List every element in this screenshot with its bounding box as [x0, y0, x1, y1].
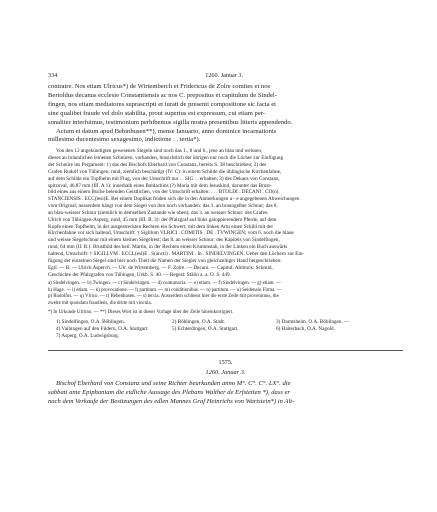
- running-title: 1260. Januar 3.: [205, 72, 244, 79]
- variant-notes: [48, 281, 403, 307]
- commentary-line: Kopfe einen Topfhelm, in der ausgestreckten Rechten ein Schwert, mit dem linken Arm einen Schild mit der: [48, 223, 274, 230]
- place-note-row: [56, 333, 403, 340]
- summary-line: sabbati ante Epiphaniam die eidliche Aussage des Plebans Walther de Erfstetten *), dass er: [48, 388, 291, 396]
- place-note: 7) Asperg, O.A. Ludwigsburg.: [56, 333, 120, 340]
- charter-text: [48, 83, 403, 145]
- commentary-line: Egil. — B. — Ulrich Asperch. — Ulr. de Wirtemberg. — F. Zolre. — Decani. — Capitul. Abdruck: Schmid,: [48, 264, 273, 271]
- variant-note-line: zweite mit quondam fraudiens, die dritte mit vincula.: [48, 300, 152, 306]
- commentary-line: Geschichte der Pfalzgrafen von Tübingen, Urkb. S. 40. — Regest: Stälin a. a. O. S. 449.: [48, 271, 231, 278]
- commentary-line: spitzoval, 46,87 mm (III. A 1): innerhalb eines Baldachins (?) Maria mit dem Jesuskind, darunter das Brust-: [48, 182, 272, 189]
- charter-line: fingen, nos etiam mediatores suprascripti et iurati de presenti compositione sic facta et: [48, 100, 276, 108]
- place-note: 1) Sindelfingen, O.A. Böblingen.: [56, 319, 126, 326]
- commentary-line: der Schnüre ins Pergament: 1) das des Bischofs Eberhard von Constanz, bereits S. 38 beschrieben; 2) des: [48, 162, 267, 169]
- charter-closing-line: millesimo ducentesimo sexagesimo, indictione . . tertia*).: [48, 136, 201, 144]
- page-header: [48, 72, 403, 79]
- place-note: 2) Böblingen, O.A. Stadt.: [172, 319, 226, 326]
- variant-note-line: p) Rudolfus. — q) Vlrico. — r) Bebenhusen. — s) tercia. Ausserdem schliesst hier die erste Zeile mit provenimus, die: [48, 294, 279, 300]
- commentary-line: Von den 12 angekündigten gewesenen Siegeln sind noch das 1., 8 und 6., jene an blau und weissen,: [56, 148, 263, 155]
- charter-line: Bertoldus decanus ecclesie Constantiensis ac nos C. prepositus et capitulum de Sindel-: [48, 91, 277, 99]
- document-date: 1260. Januar 3.: [205, 368, 246, 376]
- commentary-line: Ulrich von Tübingen-Asperg, rund, 45 mm (III. B. 3): der Pfalzgraf auf links galoppierendem Pferde, auf dem: [48, 216, 277, 223]
- variant-note-line: h) Hage. — i) etiam. — k) provocatione. — l) partitum. — m) conditionibus. — n) partitum. — o) Seidenaio Firma. —: [48, 287, 282, 293]
- document-summary: [48, 380, 403, 407]
- commentary-line: rund, 64 mm (II. B.): Brustbild des heil. Martin, in der Rechten einen Krummstab, in der Linken ein Buch auswärts: [48, 244, 288, 251]
- next-document: [48, 359, 403, 407]
- commentary-line: haltend, Umschrift: † SIGILLVM . ECCL(esi)E . S(ancti) . MARTINI . In . SINDELVINGEN. Ueber den Löchern zur Ein-: [48, 251, 305, 257]
- commentary-line: STANCIENSIS . ECC(lesi)E. Bei einem Duplikat finden sich die in den Anmerkungen a - e angegebenen Abweichungen: [48, 196, 300, 203]
- footnote-line: *) In Urkunde Ulricus. — **) Dieses Wort ist in dieser Vorlage über der Zeile hineinkorrigiert.: [48, 310, 234, 315]
- variant-note-line: a) Sindelvingen. — b) Twingen. — c) Sindelvingen. — d) contumacia. — e) etiam. — f) Sindelvingen. — g) etiam. —: [48, 281, 281, 287]
- seal-commentary: [48, 148, 403, 278]
- commentary-line: Kirchenfahne vor sich haltend, Umschrift: † Sigillum VLRICI . COMITIS . DE . TVWINGEN; vom 6. noch die blaue: [48, 230, 294, 237]
- place-note: 4) Vaihingen auf den Fildern, O.A. Stuttgart.: [56, 326, 149, 333]
- place-note: 3) Darmsheim, O.A. Böblingen. —: [276, 319, 350, 326]
- commentary-line: an blau-weisser Schnur (ziemlich in demselben Zustande wie oben); das 3. an weisser Schnur: des Grafen: [48, 209, 268, 216]
- commentary-line: auf dem Schilde ein Topfhelm mit Flug, von der Umschrift nur . . SIG . . erhalten; 3) des Dekans von Constanz,: [48, 175, 280, 182]
- place-notes: [48, 319, 403, 340]
- charter-line: contraire. Nos etiam Ulricus*) de Wirtemberch et Fridericus de Zolre comites et nos: [48, 83, 271, 90]
- commentary-line: fügung der einzelnen Siegel sind hier noch Theil die Namen der Siegler von gleichzeitiger Hand beigeschrieben:: [48, 257, 282, 264]
- commentary-line: vom Original; ausserdem hängt von dem Siegel von ihm noch vorhanden: das 1. an braungelber Schnur; das 8.: [48, 203, 278, 210]
- section-divider: [48, 350, 403, 351]
- commentary-line: und weisse Siegelschnur mit einem kleinen Siegelrest; das 8. an weisser Schnur: des Kapitels von Sindelfingen,: [48, 237, 280, 244]
- document-number: 1575.: [218, 358, 233, 366]
- charter-line: sine qualibet fraude vel dolo stabilita, prout superius est expressum, cui etiam per-: [48, 109, 266, 117]
- footnotes: [48, 310, 403, 316]
- commentary-line: Grafen Rudolf von Tübingen, rund, ziemlich beschädigt (IV. C): in einem Schilde die üblingische Kirchenfahne,: [48, 168, 282, 175]
- charter-closing-line: Actum et datum apud Bebinhusen**), mense Ianuario, anno dominice incarnationis: [56, 127, 277, 135]
- charter-line: sonaliter interfuimus, testimonium perhibemus sigilla nostra presentibus litteris appendendo.: [48, 118, 293, 126]
- place-note: 5) Echterdingen, O.A. Stuttgart.: [172, 326, 239, 333]
- place-note: 6) Haiterbach, O.A. Nagold.: [276, 326, 335, 333]
- summary-line: nach dem Verkaufe der Besitzungen des edlen Mannes Graf Heinrichs von Wartstein*) in Alt-: [48, 397, 295, 405]
- commentary-line: dieses an bräunlichen leinenen Schnüren, vorhanden, hinsichtlich der übrigen nur noch die Löcher zur Einfügung: [48, 155, 284, 162]
- commentary-line: bild eines aus einem Buche betenden Geistlichen, von der Umschrift erhalten: . . . BTOLDI . DECANI . CO(n).: [48, 189, 280, 196]
- page-number: 334: [48, 72, 58, 79]
- summary-line: Bischof Eberhard von Constanz und seine Richter beurkunden anno M°. C°. C°. LX°. die: [56, 379, 291, 387]
